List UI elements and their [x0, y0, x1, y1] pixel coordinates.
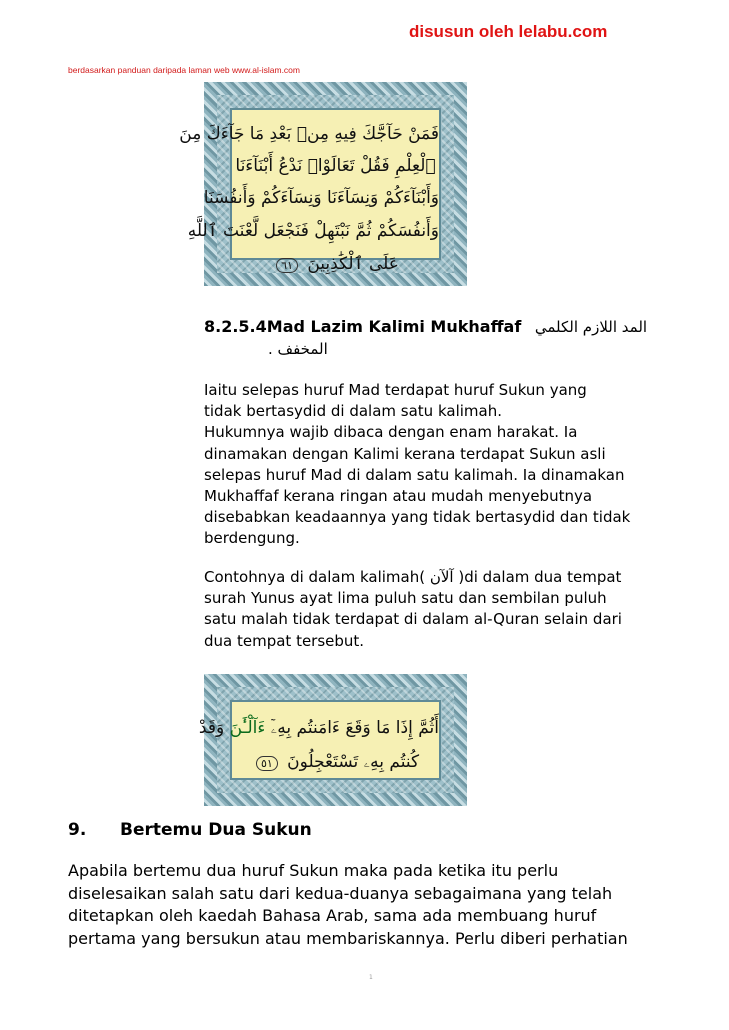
quran-line: وَأَنفُسَكُمْ ثُمَّ نَبْتَهِلْ فَنَجْعَل لَّعْنَتَ ٱللَّهِ [187, 221, 439, 241]
section-arabic-title: المد اللازم الكلمي [534, 318, 648, 336]
page-number: 1 [369, 974, 373, 981]
quran-line-last [232, 253, 439, 274]
quran-line [198, 718, 439, 738]
text-segment: )di dalam dua tempat [458, 568, 622, 586]
text-line: ditetapkan oleh kaedah Bahasa Arab, sama ada membuang huruf [68, 906, 597, 925]
quran-highlight-word: ءَآلْـَٰٔنَ [229, 718, 266, 738]
text-line: pertama yang bersukun atau membariskannya. Perlu diberi perhatian [68, 928, 628, 948]
paragraph-two-sukun [68, 860, 628, 950]
quran-line: فَمَنْ حَآجَّكَ فِيهِ مِنۢ بَعْدِ مَا جَآءَكَ مِنَ [179, 124, 439, 144]
verse-number-badge: ٦١ [276, 258, 298, 273]
verse-number-badge: ٥١ [256, 756, 278, 771]
paragraph-definition [204, 380, 630, 550]
quran-verse-image [179, 82, 467, 286]
quran-text: أَثُمَّ إِذَا مَا وَقَعَ ءَامَنتُم بِهِۦٓ [265, 718, 439, 738]
text-line: dua tempat tersebut. [204, 631, 365, 650]
text-line: diselesaikan salah satu dari kedua-duanya sebagaimana yang telah [68, 883, 613, 903]
text-line: surah Yunus ayat lima puluh satu dan sembilan puluh [204, 589, 607, 608]
quran-line-last [232, 752, 439, 772]
author-credit: disusun oleh lelabu.com [409, 22, 608, 41]
text-line: disebabkan keadaannya yang tidak bertasydid dan tidak [204, 508, 631, 527]
text-line [204, 567, 622, 588]
quran-verse-panel [198, 700, 441, 780]
text-line: Mukhaffaf kerana ringan atau mudah menyebutnya [204, 487, 593, 506]
text-line: tidak bertasydid di dalam satu kalimah. [204, 402, 502, 421]
quran-verse-image-2 [198, 674, 467, 806]
section-heading [204, 317, 647, 336]
section-number: 9. [68, 820, 87, 840]
text-segment: Contohnya di dalam kalimah( [204, 568, 426, 586]
quran-text: عَلَى ٱلْكَٰذِبِينَ [307, 254, 399, 274]
text-line: dinamakan dengan Kalimi kerana terdapat Sukun asli [204, 444, 606, 463]
source-note: berdasarkan panduan daripada laman web www.al-islam.com [68, 65, 300, 75]
text-line: Hukumnya wajib dibaca dengan enam harakat. Ia [204, 423, 578, 442]
arabic-example-word: آلآن [425, 568, 459, 586]
quran-line: وَأَبْنَآءَكُمْ وَنِسَآءَنَا وَنِسَآءَكُمْ وَأَنفُسَنَا [203, 188, 439, 208]
text-line: satu malah tidak terdapat di dalam al-Quran selain dari [204, 610, 622, 629]
text-line: berdengung. [204, 529, 300, 548]
quran-verse-panel [179, 108, 441, 274]
section-arabic-title-cont: المخفف . [268, 340, 328, 358]
section-number: 8.2.5.4 [204, 317, 267, 336]
section-title: Bertemu Dua Sukun [120, 820, 312, 840]
quran-text: كُنتُم بِهِۦ تَسْتَعْجِلُونَ [287, 752, 420, 772]
quran-line: ٱلْعِلْمِ فَقُلْ تَعَالَوْا۟ نَدْعُ أَبْنَآءَنَا [235, 156, 436, 176]
section-title: Mad Lazim Kalimi Mukhaffaf [266, 317, 522, 336]
text-line: selepas huruf Mad di dalam satu kalimah. Ia dinamakan [204, 465, 625, 484]
quran-text: وَقَدْ [198, 718, 230, 738]
section-9-heading [68, 820, 312, 840]
paragraph-example [204, 567, 622, 652]
text-line: Apabila bertemu dua huruf Sukun maka pada ketika itu perlu [68, 861, 559, 880]
text-line: Iaitu selepas huruf Mad terdapat huruf Sukun yang [204, 381, 587, 399]
